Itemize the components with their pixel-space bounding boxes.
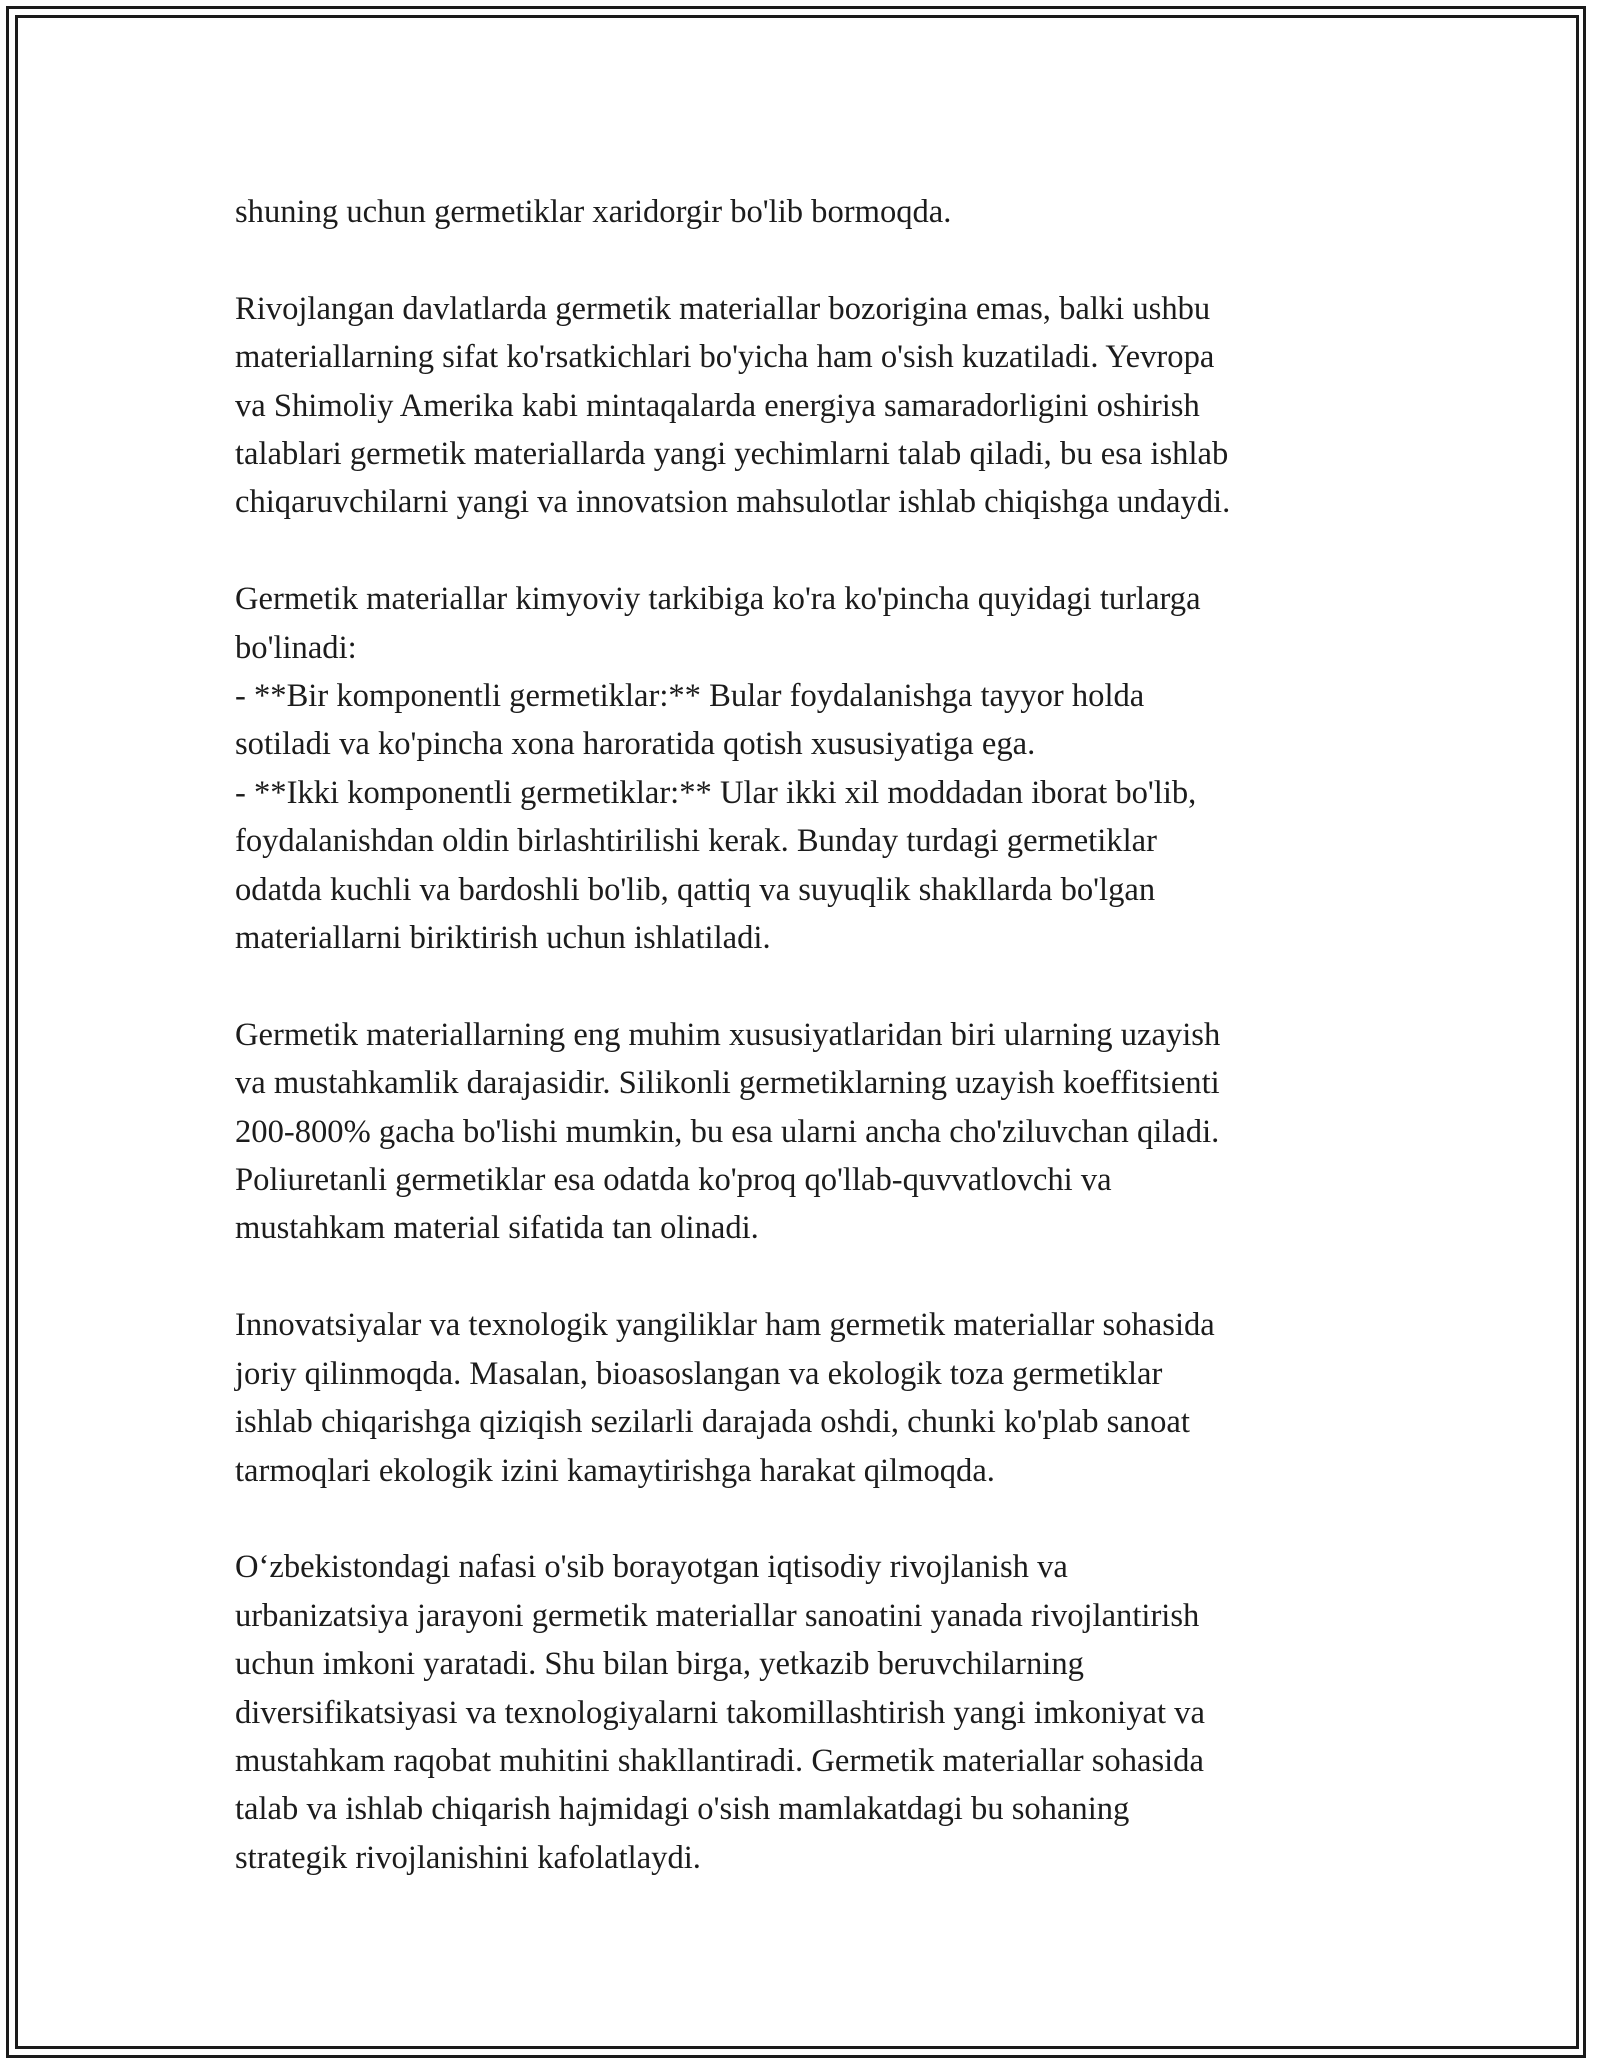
paragraph (235, 1011, 1375, 1253)
text-line: shuning uchun germetiklar xaridorgir bo'lib bormoqda. (235, 194, 952, 230)
text-line: talab va ishlab chiqarish hajmidagi o'sish mamlakatdagi bu sohaning (235, 1791, 1130, 1828)
text-line: joriy qilinmoqda. Masalan, bioasoslangan va ekologik toza germetiklar (235, 1355, 1163, 1392)
text-line: tarmoqlari ekologik izini kamaytirishga harakat qilmoqda. (235, 1452, 995, 1489)
text-line: Innovatsiyalar va texnologik yangiliklar ham germetik materiallar sohasida (235, 1307, 1215, 1344)
text-line: Germetik materiallar kimyoviy tarkibiga ko'ra ko'pincha quyidagi turlarga (235, 581, 1201, 618)
list-item-line: - **Ikki komponentli germetiklar:** Ular ikki xil moddadan iborat bo'lib, (235, 774, 1197, 811)
text-line: foydalanishdan oldin birlashtirilishi kerak. Bunday turdagi germetiklar (235, 823, 1157, 860)
text-line: ishlab chiqarishga qiziqish sezilarli darajada oshdi, chunki ko'plab sanoat (235, 1404, 1190, 1441)
text-line: odatda kuchli va bardoshli bo'lib, qattiq va suyuqlik shakllarda bo'lgan (235, 871, 1156, 908)
text-line: Rivojlangan davlatlarda germetik materiallar bozorigina emas, balki ushbu (235, 290, 1211, 327)
text-line: strategik rivojlanishini kafolatlaydi. (235, 1839, 701, 1876)
document-body (235, 188, 1375, 1931)
text-line: materiallarni biriktirish uchun ishlatiladi. (235, 920, 771, 957)
paragraph (235, 285, 1375, 527)
list-item-line: - **Bir komponentli germetiklar:** Bular foydalanishga tayyor holda (235, 678, 1145, 715)
paragraph (235, 1301, 1375, 1495)
text-line: 200-800% gacha bo'lishi mumkin, bu esa ularni ancha cho'ziluvchan qiladi. (235, 1113, 1220, 1150)
text-line: Poliuretanli germetiklar esa odatda ko'proq qo'llab-quvvatlovchi va (235, 1162, 1112, 1199)
text-line: diversifikatsiyasi va texnologiyalarni takomillashtirish yangi imkoniyat va (235, 1694, 1205, 1731)
text-line: va Shimoliy Amerika kabi mintaqalarda energiya samaradorligini oshirish (235, 387, 1200, 424)
text-line: mustahkam material sifatida tan olinadi. (235, 1210, 759, 1247)
text-line: va mustahkamlik darajasidir. Silikonli germetiklarning uzayish koeffitsienti (235, 1065, 1220, 1102)
text-line: Germetik materiallarning eng muhim xususiyatlaridan biri ularning uzayish (235, 1016, 1221, 1053)
text-line: mustahkam raqobat muhitini shakllantiradi. Germetik materiallar sohasida (235, 1742, 1204, 1779)
text-line: chiqaruvchilarni yangi va innovatsion mahsulotlar ishlab chiqishga undaydi. (235, 484, 1231, 521)
text-line: bo'linadi: (235, 629, 357, 666)
text-line: uchun imkoni yaratadi. Shu bilan birga, yetkazib beruvchilarning (235, 1646, 1084, 1683)
paragraph (235, 1543, 1375, 1882)
text-line: talablari germetik materiallarda yangi yechimlarni talab qiladi, bu esa ishlab (235, 436, 1229, 473)
text-line: O‘zbekistondagi nafasi o'sib borayotgan iqtisodiy rivojlanish va (235, 1549, 1068, 1586)
paragraph (235, 575, 1375, 962)
text-line: urbanizatsiya jarayoni germetik materiallar sanoatini yanada rivojlantirish (235, 1597, 1200, 1634)
paragraph (235, 188, 1375, 236)
text-line: materiallarning sifat ko'rsatkichlari bo'yicha ham o'sish kuzatiladi. Yevropa (235, 339, 1215, 376)
text-line: sotiladi va ko'pincha xona haroratida qotish xususiyatiga ega. (235, 726, 1036, 763)
